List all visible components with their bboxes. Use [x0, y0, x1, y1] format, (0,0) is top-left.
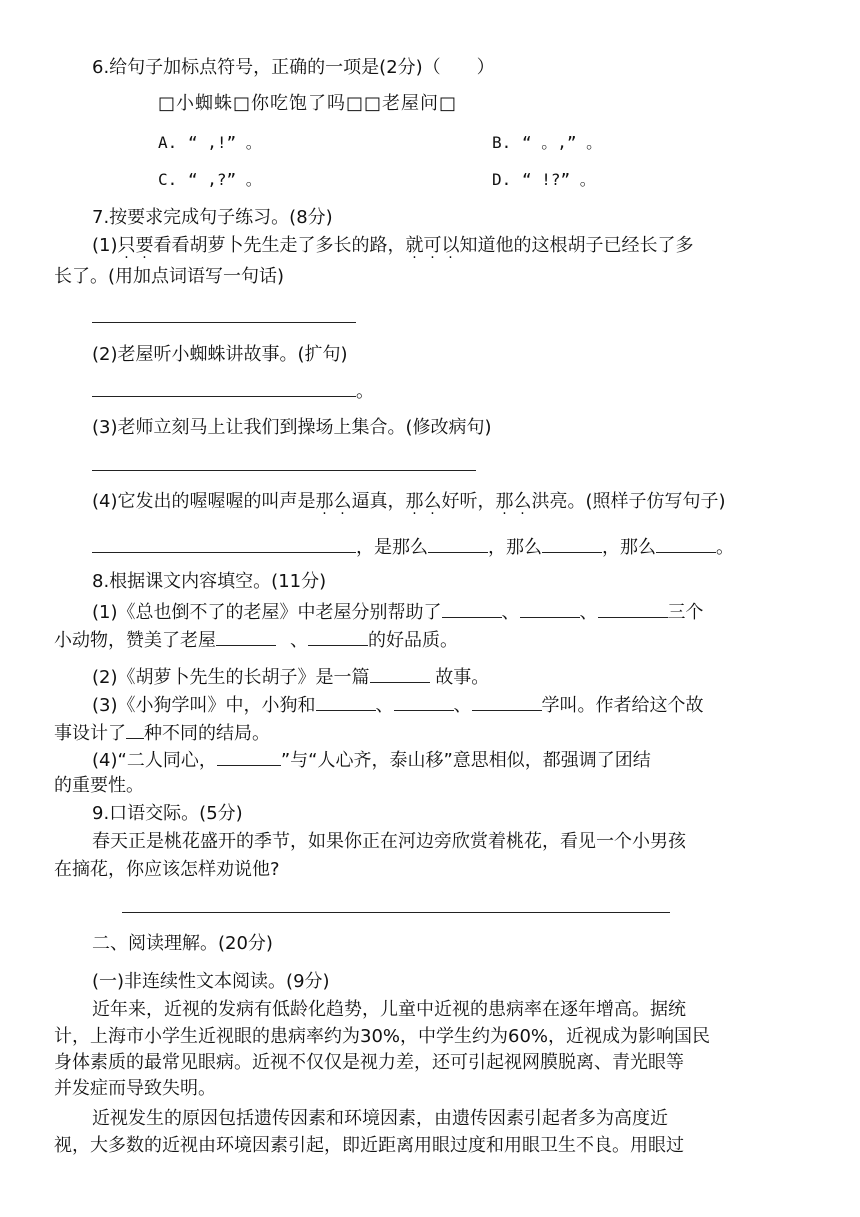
section2-subtitle: (一)非连续性文本阅读。(9分)	[92, 971, 330, 992]
passage-p1-line2: 计，上海市小学生近视眼的患病率约为30%，中学生约为60%，近视成为影响国民	[54, 1026, 711, 1047]
q6-option-a: “ ,!” 。	[188, 133, 262, 152]
blank[interactable]	[520, 599, 580, 618]
passage-p1-line3: 身体素质的最常见眼病。近视不仅仅是视力差，还可引起视网膜脱离、青光眼等	[54, 1052, 684, 1073]
q8-item3-line2: 事设计了 种不同的结局。	[54, 720, 270, 746]
q6-stem: □小蜘蛛□你吃饱了吗□□老屋问□	[158, 93, 458, 114]
passage-p2-line2: 视，大多数的近视由环境因素引起，即近距离用眼过度和用眼卫生不良。用眼过	[54, 1135, 684, 1156]
passage-p1-line1: 近年来，近视的发病有低龄化趋势，儿童中近视的患病率在逐年增高。据统	[92, 999, 686, 1020]
blank[interactable]	[216, 627, 276, 646]
blank[interactable]	[316, 692, 376, 711]
q9-line2: 在摘花，你应该怎样劝说他?	[54, 859, 280, 880]
blank[interactable]	[598, 599, 668, 618]
passage-p2-line1: 近视发生的原因包括遗传因素和环境因素，由遗传因素引起者多为高度近	[92, 1108, 668, 1129]
q8-item1-line1: (1)《总也倒不了的老屋》中老屋分别帮助了 、 、 三个	[92, 599, 704, 625]
q8-item2: (2)《胡萝卜先生的长胡子》是一篇 故事。	[92, 664, 489, 690]
blank[interactable]	[370, 664, 430, 683]
blank[interactable]	[656, 534, 716, 553]
blank[interactable]	[394, 692, 454, 711]
q6-title: 6.给句子加标点符号，正确的一项是(2分)（ ）	[92, 57, 495, 78]
q7-item2-answer-line[interactable]	[92, 396, 356, 397]
q6-option-d: “ !?” 。	[522, 170, 596, 189]
q7-item3-answer-line[interactable]	[92, 470, 476, 471]
q7-item2: (2)老屋听小蜘蛛讲故事。(扩句)	[92, 344, 348, 365]
q9-line1: 春天正是桃花盛开的季节，如果你正在河边旁欣赏着桃花，看见一个小男孩	[92, 831, 686, 852]
q6-option-b: “ 。,” 。	[522, 133, 603, 152]
blank[interactable]	[472, 692, 542, 711]
q8-item1-line2: 小动物，赞美了老屋 、 的好品质。	[54, 627, 458, 653]
blank[interactable]	[126, 720, 144, 739]
q7-item4-answer: ，是那么 ，那么 ，那么 。	[92, 534, 734, 560]
q7-item1-line1: (1)只要看看胡萝卜先生走了多长的路，就可以知道他的这根胡子已经长了多	[92, 235, 694, 256]
q8-item4-line1: (4)“二人同心， ”与“人心齐，泰山移”意思相似，都强调了团结	[92, 747, 651, 773]
q6-option-c-label: C.	[158, 170, 178, 189]
passage-p1-line4: 并发症而导致失明。	[54, 1078, 216, 1099]
blank[interactable]	[308, 627, 368, 646]
q8-item3-line1: (3)《小狗学叫》中，小狗和 、 、 学叫。作者给这个故	[92, 692, 704, 718]
blank[interactable]	[217, 747, 281, 766]
q7-item4: (4)它发出的喔喔喔的叫声是那么逼真，那么好听，那么洪亮。(照样子仿写句子)	[92, 491, 726, 512]
blank[interactable]	[92, 534, 356, 553]
q8-item4-line2: 的重要性。	[54, 775, 144, 796]
q9-title: 9.口语交际。(5分)	[92, 803, 243, 824]
q6-option-d-label: D.	[492, 170, 512, 189]
q7-title: 7.按要求完成句子练习。(8分)	[92, 207, 333, 228]
q6-option-c: “ ,?” 。	[188, 170, 262, 189]
q8-title: 8.根据课文内容填空。(11分)	[92, 571, 327, 592]
q6-option-b-label: B.	[492, 133, 512, 152]
q7-item2-end: 。	[356, 381, 374, 402]
blank[interactable]	[442, 599, 502, 618]
blank[interactable]	[428, 534, 488, 553]
q6-option-a-label: A.	[158, 133, 178, 152]
section2-title: 二、阅读理解。(20分)	[92, 933, 273, 954]
q7-item1-line2: 长了。(用加点词语写一句话)	[54, 266, 285, 287]
q9-answer-line[interactable]	[122, 912, 670, 913]
q7-item1-answer-line[interactable]	[92, 322, 356, 323]
q7-item3: (3)老师立刻马上让我们到操场上集合。(修改病句)	[92, 417, 492, 438]
blank[interactable]	[542, 534, 602, 553]
